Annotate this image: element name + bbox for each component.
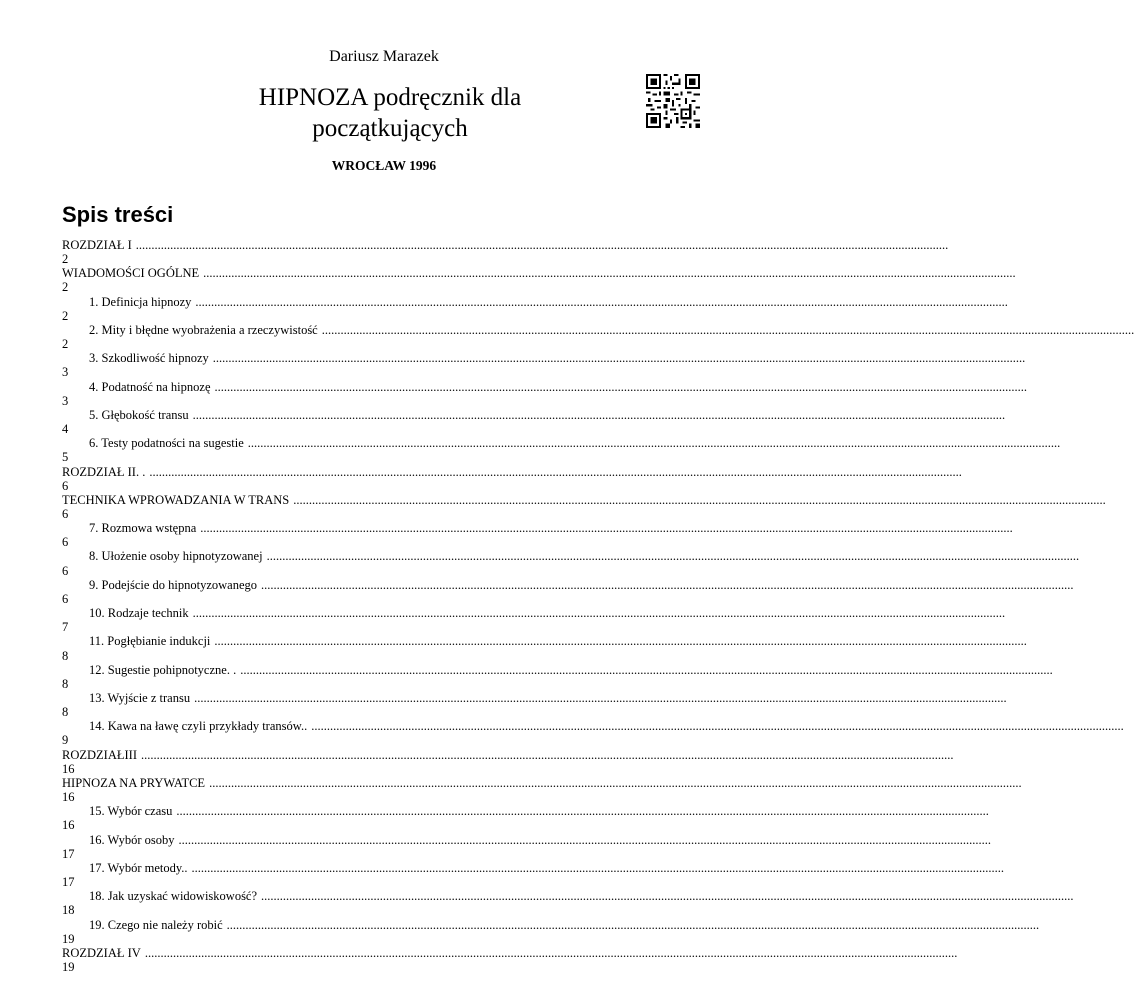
toc-entry-label: ROZDZIAŁ II. . [62, 464, 146, 479]
toc-entry-label: 14. Kawa na ławę czyli przykłady transów.. [89, 719, 308, 734]
toc-entry[interactable] [62, 238, 949, 267]
toc-entry-label: ROZDZIAŁ I [62, 238, 132, 252]
toc-entry-page-number: 5 [62, 450, 69, 465]
dot-leader: .................................................................................................................................................................................................................................................................... [178, 832, 991, 847]
toc-entry[interactable] [62, 945, 958, 974]
dot-leader: .................................................................................................................................................................................................................................................................... [192, 606, 1006, 621]
toc-entry-page-number: 3 [62, 365, 69, 380]
toc-entry-label: 13. Wyjście z transu [89, 691, 191, 705]
toc-entry-page-number: 17 [62, 875, 75, 890]
toc-entry-line [62, 322, 1134, 337]
dot-leader: .................................................................................................................................................................................................................................................................... [247, 436, 1061, 451]
title-line-2: początkujących [312, 115, 468, 142]
toc-entry[interactable] [62, 747, 954, 776]
dot-leader: .................................................................................................................................................................................................................................................................... [209, 775, 1022, 790]
toc-entry[interactable] [62, 492, 1106, 521]
dot-leader: .................................................................................................................................................................................................................................................................... [191, 860, 1005, 875]
toc-entry-page-number: 2 [62, 252, 69, 267]
toc-entry[interactable] [62, 775, 1022, 805]
toc-entry-line [62, 917, 1040, 932]
toc-entry-page-number: 6 [62, 591, 69, 606]
dot-leader: .................................................................................................................................................................................................................................................................... [214, 634, 1027, 649]
toc-entry-label: 1. Definicja hipnozy [89, 294, 192, 309]
toc-entry-label: 7. Rozmowa wstępna [89, 521, 197, 536]
toc-entry-line [62, 521, 1013, 536]
toc-entry-page-number: 9 [62, 733, 69, 748]
toc-entry-page-number: 6 [62, 478, 69, 493]
toc-entry-line [62, 662, 1053, 677]
toc-entry-page-number: 8 [62, 648, 69, 663]
toc-entry-page-number: 17 [62, 846, 75, 861]
dot-leader: .................................................................................................................................................................................................................................................................... [266, 549, 1080, 564]
toc-entry[interactable] [62, 464, 962, 493]
toc-entry-page-number: 18 [62, 903, 75, 918]
toc-entry-page-number: 8 [62, 705, 69, 720]
dot-leader: .................................................................................................................................................................................................................................................................... [192, 407, 1006, 422]
toc-entry[interactable] [62, 606, 1006, 635]
toc-entry[interactable] [62, 294, 1008, 323]
toc-entry[interactable] [62, 379, 1028, 408]
toc-entry-page-number: 2 [62, 337, 69, 352]
dot-leader: .................................................................................................................................................................................................................................................................... [261, 577, 1074, 592]
toc-entry[interactable] [62, 436, 1061, 465]
dot-leader: .................................................................................................................................................................................................................................................................... [176, 804, 989, 819]
dot-leader: .................................................................................................................................................................................................................................................................... [135, 238, 949, 252]
toc-entry-line [62, 860, 1005, 875]
toc-entry-label: 19. Czego nie należy robić [89, 917, 223, 932]
toc-entry-label: WIADOMOŚCI OGÓLNE [62, 266, 200, 281]
toc-entry-page-number: 19 [62, 959, 75, 974]
toc-entry-label: 9. Podejście do hipnotyzowanego [89, 577, 258, 592]
toc-heading: Spis treści [62, 202, 174, 227]
dot-leader: .................................................................................................................................................................................................................................................................... [311, 719, 1124, 734]
toc-entry-line [62, 719, 1124, 734]
toc-entry-label: 17. Wybór metody.. [89, 860, 188, 875]
dot-leader: .................................................................................................................................................................................................................................................................... [140, 747, 954, 762]
toc-entry[interactable] [62, 351, 1026, 380]
toc-entry-page-number: 6 [62, 506, 69, 521]
toc-entry-line [62, 945, 958, 960]
toc-entry[interactable] [62, 322, 1134, 352]
dot-leader: .................................................................................................................................................................................................................................................................... [149, 464, 962, 479]
toc-entry-page-number: 3 [62, 393, 69, 408]
toc-entry-line [62, 294, 1008, 309]
toc-entry[interactable] [62, 917, 1040, 946]
toc-entry-label: 2. Mity i błędne wyobrażenia a rzeczywistość [89, 322, 318, 337]
toc-entry-line [62, 266, 1016, 281]
dot-leader: .................................................................................................................................................................................................................................................................... [200, 521, 1013, 536]
toc-entry-label: 10. Rodzaje technik [89, 606, 189, 621]
toc-entry-page-number: 16 [62, 818, 75, 833]
table-of-contents [62, 238, 1134, 974]
toc-entry-page-number: 19 [62, 931, 75, 946]
toc-entry-line [62, 577, 1074, 592]
toc-entry-page-number: 16 [62, 761, 75, 776]
title-line-1: HIPNOZA podręcznik dla [258, 84, 522, 111]
toc-entry-line [62, 775, 1022, 790]
toc-entry[interactable] [62, 832, 991, 861]
toc-entry[interactable] [62, 804, 989, 833]
toc-entry[interactable] [62, 889, 1074, 918]
dot-leader: .................................................................................................................................................................................................................................................................... [195, 294, 1008, 309]
toc-entry-line [62, 379, 1028, 394]
toc-entry-line [62, 436, 1061, 451]
toc-entry-label: ROZDZIAŁ IV [62, 945, 141, 960]
toc-entry-label: 6. Testy podatności na sugestie [89, 436, 244, 451]
toc-entry[interactable] [62, 662, 1053, 691]
toc-entry-label: TECHNIKA WPROWADZANIA W TRANS [62, 492, 290, 507]
place-and-year: WROCŁAW 1996 [331, 158, 437, 173]
toc-entry-label: ROZDZIAŁIII [62, 747, 137, 762]
dot-leader: .................................................................................................................................................................................................................................................................... [203, 266, 1016, 281]
dot-leader: .................................................................................................................................................................................................................................................................... [212, 351, 1026, 366]
toc-entry[interactable] [62, 549, 1080, 578]
dot-leader: .................................................................................................................................................................................................................................................................... [144, 945, 958, 960]
toc-entry-page-number: 6 [62, 563, 69, 578]
toc-entry-line [62, 407, 1006, 422]
toc-entry-label: 18. Jak uzyskać widowiskowość? [89, 889, 258, 904]
dot-leader: .................................................................................................................................................................................................................................................................... [194, 691, 1007, 705]
toc-entry-line [62, 804, 989, 819]
toc-entry-line [62, 351, 1026, 366]
toc-entry-line [62, 889, 1074, 904]
toc-entry-line [62, 606, 1006, 621]
toc-entry[interactable] [62, 860, 1005, 890]
toc-entry-page-number: 2 [62, 280, 69, 295]
dot-leader: .................................................................................................................................................................................................................................................................... [226, 917, 1040, 932]
toc-entry[interactable] [62, 634, 1027, 663]
toc-entry-page-number: 4 [62, 422, 69, 437]
toc-entry-line [62, 464, 962, 479]
toc-entry-label: 8. Ułożenie osoby hipnotyzowanej [89, 549, 263, 564]
toc-entry[interactable] [62, 577, 1074, 606]
toc-entry-line [62, 238, 949, 252]
dot-leader: .................................................................................................................................................................................................................................................................... [214, 379, 1028, 394]
toc-entry-label: 16. Wybór osoby [89, 832, 175, 847]
toc-entry-label: 3. Szkodliwość hipnozy [89, 351, 209, 366]
toc-entry-page-number: 6 [62, 535, 69, 550]
document-title [230, 82, 550, 144]
toc-entry-page-number: 2 [62, 308, 69, 323]
dot-leader: .................................................................................................................................................................................................................................................................... [240, 662, 1053, 677]
toc-entry[interactable] [62, 719, 1124, 748]
toc-entry[interactable] [62, 691, 1007, 720]
toc-entry-line [62, 832, 991, 847]
toc-entry-page-number: 7 [62, 620, 69, 635]
toc-entry-label: HIPNOZA NA PRYWATCE [62, 775, 206, 790]
author-name: Dariusz Marazek [329, 48, 439, 65]
toc-entry-line [62, 691, 1007, 705]
toc-entry[interactable] [62, 266, 1016, 295]
toc-entry-line [62, 549, 1080, 564]
toc-entry-page-number: 16 [62, 790, 75, 805]
toc-entry-label: 15. Wybór czasu [89, 804, 173, 819]
toc-entry-line [62, 492, 1106, 507]
dot-leader: .................................................................................................................................................................................................................................................................... [293, 492, 1106, 507]
toc-entry-label: 11. Pogłębianie indukcji [89, 634, 211, 649]
dot-leader: .................................................................................................................................................................................................................................................................... [261, 889, 1074, 904]
toc-entry-label: 4. Podatność na hipnozę [89, 379, 211, 394]
toc-entry-page-number: 8 [62, 676, 69, 691]
toc-entry-label: 5. Głębokość transu [89, 407, 189, 422]
toc-entry[interactable] [62, 521, 1013, 550]
toc-entry[interactable] [62, 407, 1006, 437]
toc-entry-label: 12. Sugestie pohipnotyczne. . [89, 662, 237, 677]
qr-code-icon [646, 74, 700, 128]
toc-entry-line [62, 747, 954, 762]
toc-entry-line [62, 634, 1027, 649]
dot-leader: .................................................................................................................................................................................................................................................................... [321, 322, 1134, 337]
